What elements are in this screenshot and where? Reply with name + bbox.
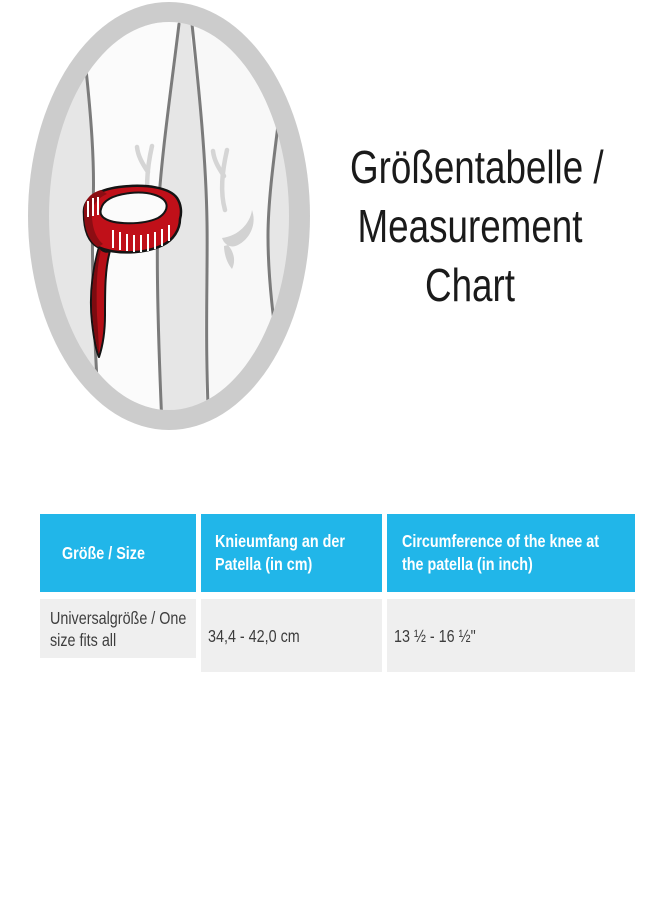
title-line-1: Größentabelle / <box>350 141 604 193</box>
tape-hole <box>100 193 166 224</box>
knee-measurement-illustration <box>0 0 340 470</box>
header-cell-size <box>40 514 196 592</box>
header-cell-cm: Knieumfang an der Patella (in cm) <box>201 514 382 592</box>
title-line-2: Measurement <box>357 200 583 252</box>
header-cell-inch: Circumference of the knee at the patella (in inch) <box>387 514 635 592</box>
table-row-cm: 34,4 - 42,0 cm <box>201 599 382 672</box>
title-line-3: Chart <box>425 259 515 311</box>
header-size-label: Größe / Size <box>62 542 145 563</box>
page-title <box>350 138 604 315</box>
table-row-size: Universalgröße / One size fits all <box>40 599 196 658</box>
table-row-inch: 13 ½ - 16 ½" <box>387 599 635 672</box>
